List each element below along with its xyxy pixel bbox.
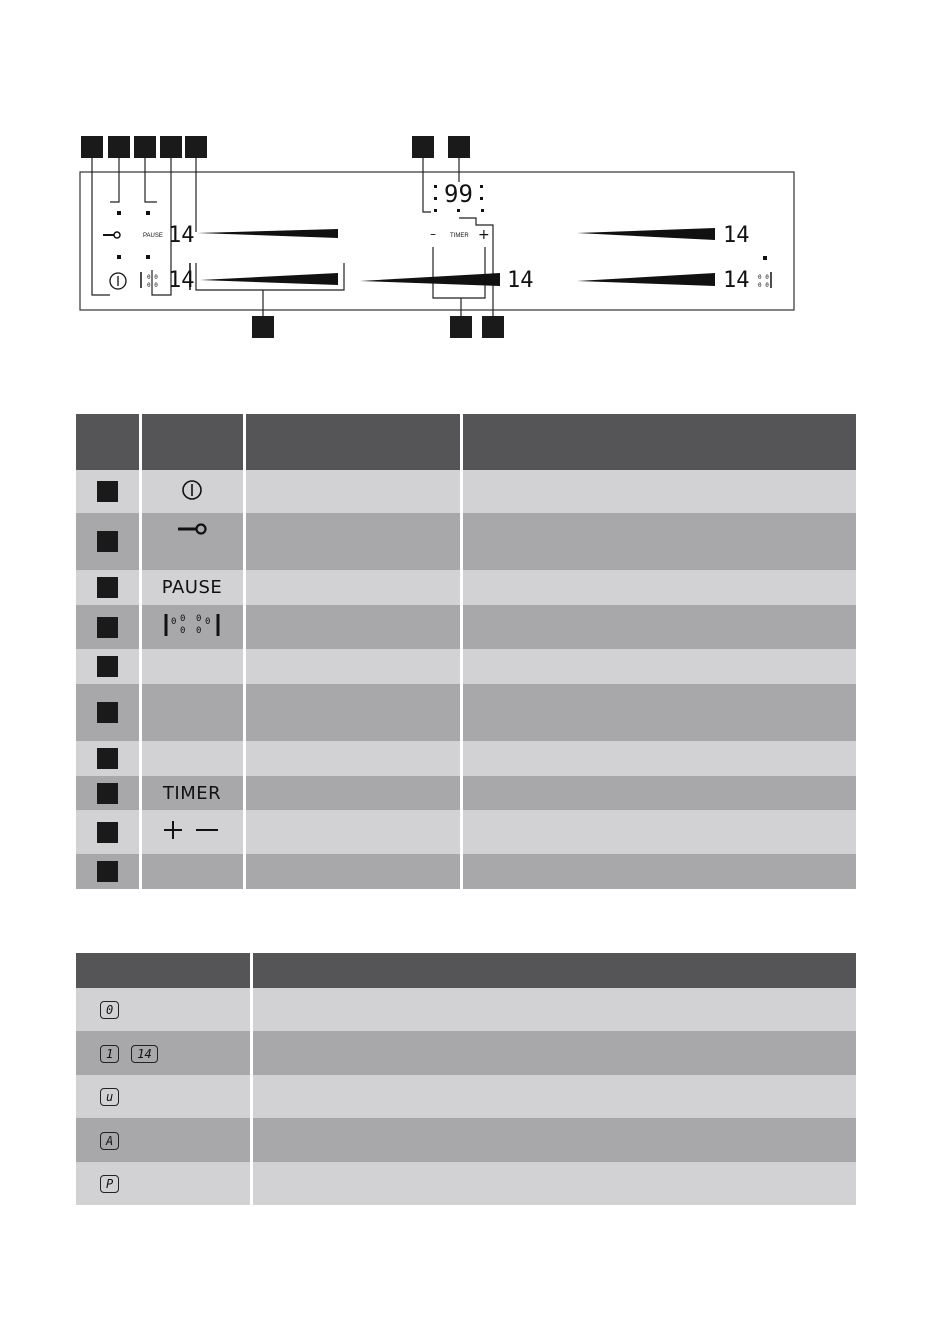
callout-marker	[97, 531, 118, 552]
display-symbol: 0	[100, 1001, 119, 1019]
table-row	[76, 1162, 856, 1205]
bridge-icon[interactable]	[141, 272, 158, 289]
callout-marker	[97, 481, 118, 502]
zone-display: 14	[507, 268, 534, 293]
svg-text:0: 0	[205, 617, 211, 627]
display-table	[76, 953, 856, 1205]
svg-text:0: 0	[196, 626, 202, 636]
bridge-icon[interactable]	[758, 272, 771, 289]
svg-text:0 0: 0 0	[147, 274, 158, 281]
display-symbol: A	[100, 1132, 119, 1150]
control-panel-diagram	[0, 0, 933, 345]
power-slider[interactable]	[197, 229, 338, 238]
display-symbol: 14	[131, 1045, 157, 1063]
minus-button[interactable]: –	[430, 227, 436, 241]
table-row	[76, 776, 856, 810]
plus-minus-icon	[160, 818, 224, 842]
table-row	[76, 1075, 856, 1118]
callout-marker	[97, 577, 118, 598]
callout-marker	[97, 748, 118, 769]
power-slider[interactable]	[200, 273, 338, 285]
power-slider[interactable]	[360, 273, 500, 286]
display-symbol: 1	[100, 1045, 119, 1063]
table-header	[76, 953, 856, 988]
display-symbol: P	[100, 1175, 119, 1193]
bridge-icon	[160, 612, 224, 638]
power-icon[interactable]	[110, 273, 126, 289]
callout-marker	[108, 136, 130, 158]
table-row	[76, 470, 856, 513]
table-row	[76, 684, 856, 741]
pause-symbol: PAUSE	[161, 577, 223, 598]
table-row	[76, 649, 856, 684]
callout-marker	[97, 702, 118, 723]
callout-marker	[252, 316, 274, 338]
timer-display: 99	[444, 180, 473, 208]
zone-display: 14	[723, 268, 750, 293]
pause-label[interactable]: PAUSE	[143, 233, 163, 239]
timer-symbol: TIMER	[162, 782, 222, 804]
callout-marker	[482, 316, 504, 338]
svg-text:0 0: 0 0	[758, 274, 769, 281]
svg-text:0 0: 0 0	[758, 282, 769, 289]
callout-marker	[97, 656, 118, 677]
svg-text:0: 0	[171, 617, 177, 627]
zone-display: 14	[168, 223, 195, 248]
plus-button[interactable]: +	[478, 227, 490, 243]
callout-marker	[412, 136, 434, 158]
table-row	[76, 605, 856, 649]
svg-text:0: 0	[180, 614, 186, 624]
key-lock-icon	[174, 522, 210, 536]
table-row	[76, 1118, 856, 1162]
callout-marker	[97, 822, 118, 843]
table-row	[76, 1031, 856, 1075]
controls-table	[76, 414, 856, 889]
callout-marker	[134, 136, 156, 158]
power-slider[interactable]	[577, 228, 715, 240]
table-row	[76, 741, 856, 776]
power-slider[interactable]	[577, 273, 715, 286]
table-header	[76, 414, 856, 470]
timer-label[interactable]: TIMER	[450, 233, 469, 239]
svg-text:0 0: 0 0	[147, 282, 158, 289]
zone-display: 14	[168, 268, 195, 293]
key-lock-icon[interactable]	[103, 232, 120, 238]
callout-marker	[450, 316, 472, 338]
callout-marker	[185, 136, 207, 158]
table-row	[76, 513, 856, 570]
table-row	[76, 810, 856, 854]
callout-marker	[97, 617, 118, 638]
svg-text:0: 0	[180, 626, 186, 636]
table-row	[76, 988, 856, 1031]
svg-text:0: 0	[196, 614, 202, 624]
callout-marker	[81, 136, 103, 158]
callout-marker	[97, 783, 118, 804]
callout-marker	[448, 136, 470, 158]
callout-marker	[160, 136, 182, 158]
table-row	[76, 854, 856, 889]
zone-display: 14	[723, 223, 750, 248]
callout-marker	[97, 861, 118, 882]
display-symbol: u	[100, 1088, 119, 1106]
table-row	[76, 570, 856, 605]
power-icon	[180, 478, 204, 502]
